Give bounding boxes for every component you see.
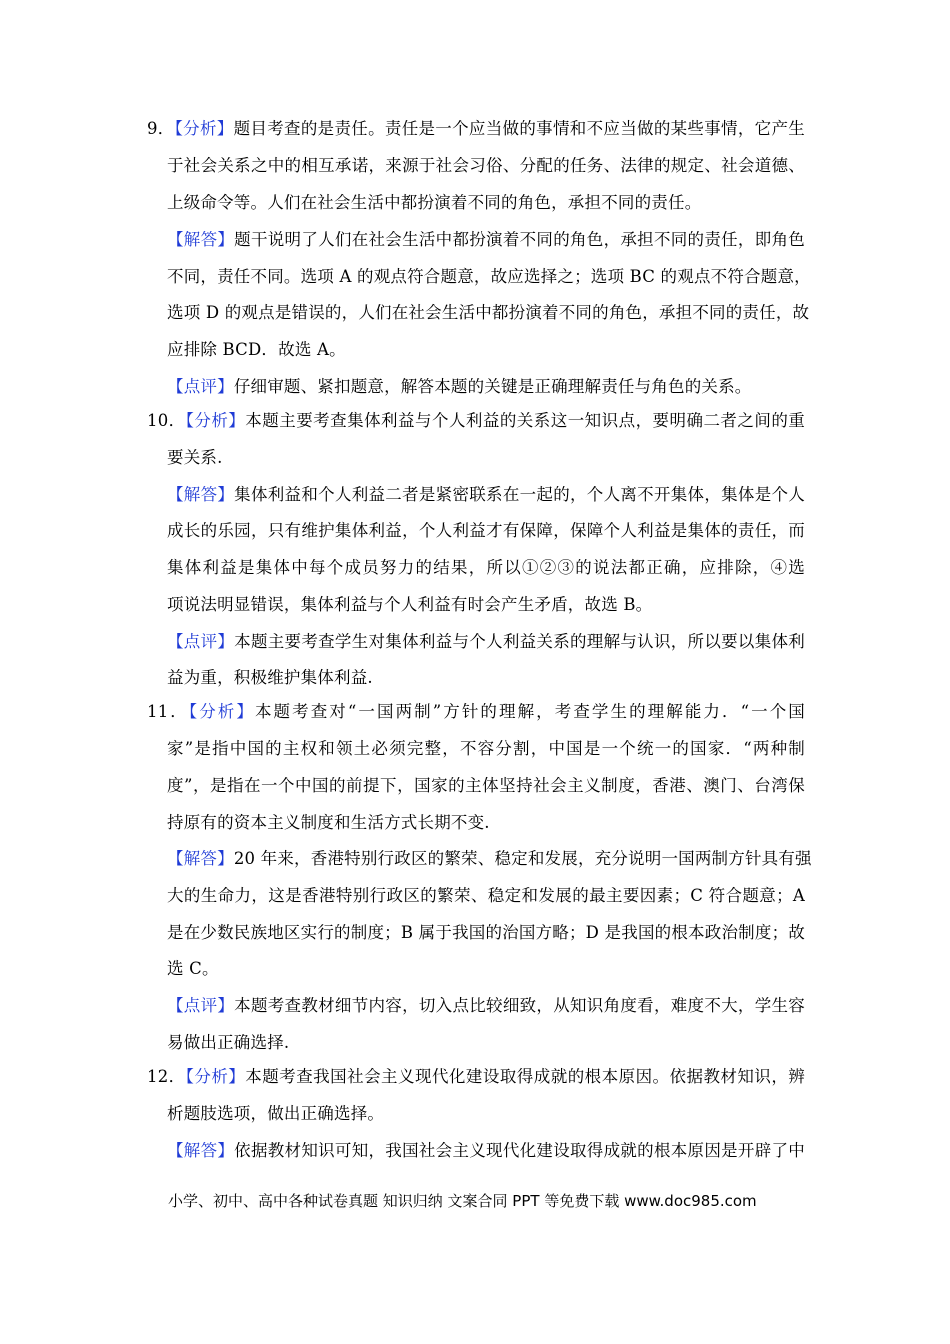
answer-tag: 【解答】 [167,849,234,868]
item-11-answer-line-2: 大的生命力，这是香港特别行政区的繁荣、稳定和发展的最主要因素；C 符合题意；A [167,886,805,905]
item-11-analysis-line-4: 持原有的资本主义制度和生活方式长期不变. [167,813,490,832]
item-9-analysis-line-3: 上级命令等。人们在社会生活中都扮演着不同的角色，承担不同的责任。 [167,193,702,212]
item-9-analysis-line-2: 于社会关系之中的相互承诺，来源于社会习俗、分配的任务、法律的规定、社会道德、 [167,156,805,175]
item-11-analysis-line-3: 度”，是指在一个中国的前提下，国家的主体坚持社会主义制度，香港、澳门、台湾保 [167,776,805,795]
comment-tag: 【点评】 [167,996,235,1015]
comment-tag: 【点评】 [167,632,235,651]
item-11-analysis-line-2: 家”是指中国的主权和领土必须完整，不容分割，中国是一个统一的国家．“两种制 [167,739,805,758]
item-10-number: 10． [147,411,186,430]
page-footer: 小学、初中、高中各种试卷真题 知识归纳 文案合同 PPT 等免费下载 www.doc985.com [168,1192,757,1210]
item-11-analysis-line-1: 11．【分析】本题考查对“一国两制”方针的理解，考查学生的理解能力．“一个国 [147,702,805,721]
item-11-answer-line-4: 选 C。 [167,959,219,978]
item-12-analysis-line-1: 12．【分析】本题考查我国社会主义现代化建设取得成就的根本原因。依据教材知识，辨 [147,1067,805,1086]
item-10-analysis-line-2: 要关系. [167,448,223,467]
item-11-answer-line-3: 是在少数民族地区实行的制度；B 属于我国的治国方略；D 是我国的根本政治制度；故 [167,923,805,942]
item-11-comment-line-2: 易做出正确选择. [167,1033,290,1052]
item-10-answer-line-4: 项说法明显错误，集体利益与个人利益有时会产生矛盾，故选 B。 [167,595,653,614]
analysis-tag: 【分析】 [188,702,255,721]
item-9-answer-line-4: 应排除 BCD．故选 A。 [167,340,346,359]
item-12-number: 12． [147,1067,186,1086]
answer-tag: 【解答】 [167,230,235,249]
comment-tag: 【点评】 [167,377,234,396]
analysis-tag: 【分析】 [174,119,234,138]
item-10-answer-line-1: 【解答】集体利益和个人利益二者是紧密联系在一起的，个人离不开集体，集体是个人 [167,485,805,504]
answer-tag: 【解答】 [167,1141,235,1160]
item-11-answer-line-1: 【解答】20 年来，香港特别行政区的繁荣、稳定和发展，充分说明一国两制方针具有强 [167,849,812,868]
item-12-answer-line-1: 【解答】依据教材知识可知，我国社会主义现代化建设取得成就的根本原因是开辟了中 [167,1141,805,1160]
item-9-answer-line-1: 【解答】题干说明了人们在社会生活中都扮演着不同的角色，承担不同的责任，即角色 [167,230,805,249]
item-11-comment-line-1: 【点评】本题考查教材细节内容，切入点比较细致，从知识角度看，难度不大，学生容 [167,996,805,1015]
item-11-number: 11． [147,702,189,721]
item-9-analysis-line-1: 9．【分析】题目考查的是责任。责任是一个应当做的事情和不应当做的某些事情，它产生 [147,119,805,138]
item-10-answer-line-3: 集体利益是集体中每个成员努力的结果，所以①②③的说法都正确，应排除，④选 [167,558,805,577]
item-9-number: 9． [147,119,175,138]
analysis-tag: 【分析】 [185,411,246,430]
item-10-analysis-line-1: 10．【分析】本题主要考查集体利益与个人利益的关系这一知识点，要明确二者之间的重 [147,411,805,430]
item-10-comment-line-2: 益为重，积极维护集体利益. [167,668,373,687]
item-10-comment-line-1: 【点评】本题主要考查学生对集体利益与个人利益关系的理解与认识，所以要以集体利 [167,632,805,651]
item-9-answer-line-3: 选项 D 的观点是错误的，人们在社会生活中都扮演着不同的角色，承担不同的责任，故 [167,303,810,322]
item-9-answer-line-2: 不同，责任不同。选项 A 的观点符合题意，故应选择之；选项 BC 的观点不符合题意， [167,267,811,286]
item-12-analysis-line-2: 析题肢选项，做出正确选择。 [167,1104,385,1123]
item-9-comment-line-1: 【点评】仔细审题、紧扣题意，解答本题的关键是正确理解责任与角色的关系。 [167,377,752,396]
analysis-tag: 【分析】 [185,1067,246,1086]
item-10-answer-line-2: 成长的乐园，只有维护集体利益，个人利益才有保障，保障个人利益是集体的责任，而 [167,521,805,540]
answer-tag: 【解答】 [167,485,235,504]
